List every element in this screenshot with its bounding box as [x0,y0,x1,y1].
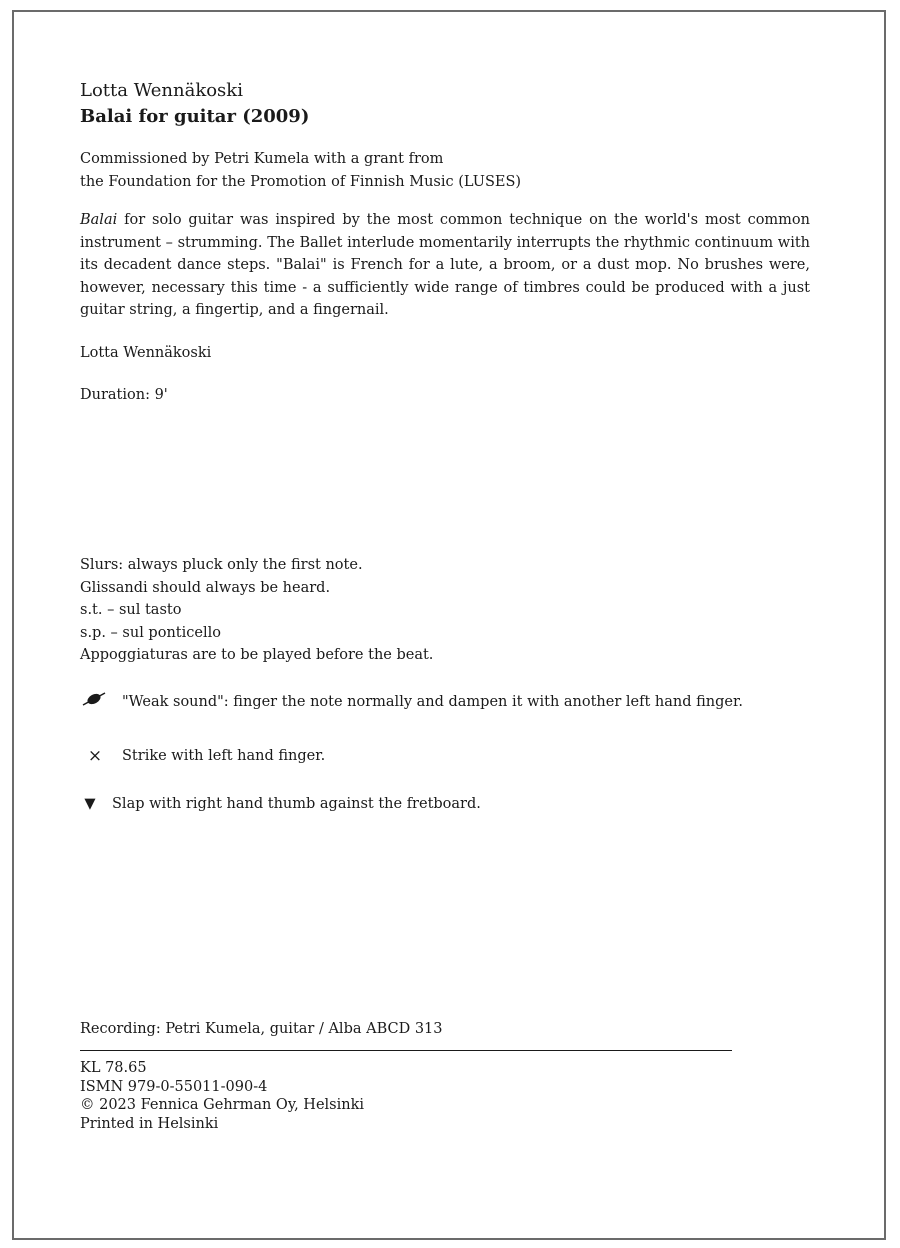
program-note [80,209,810,322]
symbol-legend-slap [80,794,481,814]
commission-line-1: Commissioned by Petri Kumela with a grant from [80,151,444,167]
cross-notehead-icon: × [87,746,103,766]
front-matter [80,78,810,407]
symbol-legend-weak-sound [80,690,743,714]
program-note-signature: Lotta Wennäkoski [80,344,212,361]
symbol-legend-strike [80,746,325,766]
commission-line-2: the Foundation for the Promotion of Finnish Music (LUSES) [80,173,522,190]
printed-in: Printed in Helsinki [80,1115,219,1132]
weak-sound-description: "Weak sound": finger the note normally and dampen it with another left hand finger. [122,694,743,710]
slap-description: Slap with right hand thumb against the fretboard. [112,796,481,812]
commission-note [80,148,810,193]
weak-sound-notehead-icon [80,690,108,714]
footer-divider [80,1050,732,1051]
recording-info: Recording: Petri Kumela, guitar / Alba ABCD 313 [80,1021,443,1037]
strike-description: Strike with left hand finger. [122,748,326,764]
ismn: ISMN 979-0-55011-090-4 [80,1078,268,1095]
performance-note: s.t. – sul tasto [80,602,182,619]
catalog-number: KL 78.65 [80,1060,147,1076]
publisher-info [80,1059,750,1133]
triangle-down-notehead-icon: ▼ [84,796,96,812]
program-note-work-name: Balai [80,212,118,228]
publication-footer [80,1018,750,1133]
performance-note: s.p. – sul ponticello [80,624,221,641]
work-title: Balai for guitar (2009) [80,106,310,127]
duration: Duration: 9' [80,387,168,403]
performance-note: Appoggiaturas are to be played before the beat. [80,647,434,664]
performance-note: Glissandi should always be heard. [80,579,331,596]
performance-notes [80,554,810,667]
copyright: © 2023 Fennica Gehrman Oy, Helsinki [80,1097,365,1113]
composer-name: Lotta Wennäkoski [80,80,243,101]
performance-note: Slurs: always pluck only the first note. [80,557,363,573]
program-note-text: for solo guitar was inspired by the most common technique on the world's most common instrument – strumming. The Ballet interlude momentarily interrupts the rhythmic continuum with its decadent dance steps. "Balai" is French for a lute, a broom, or a dust mop. No brushes were, however, necessary this time - a sufficiently wide range of timbres could be produced with a just guitar string, a fingertip, and a fingernail. [80,212,810,318]
